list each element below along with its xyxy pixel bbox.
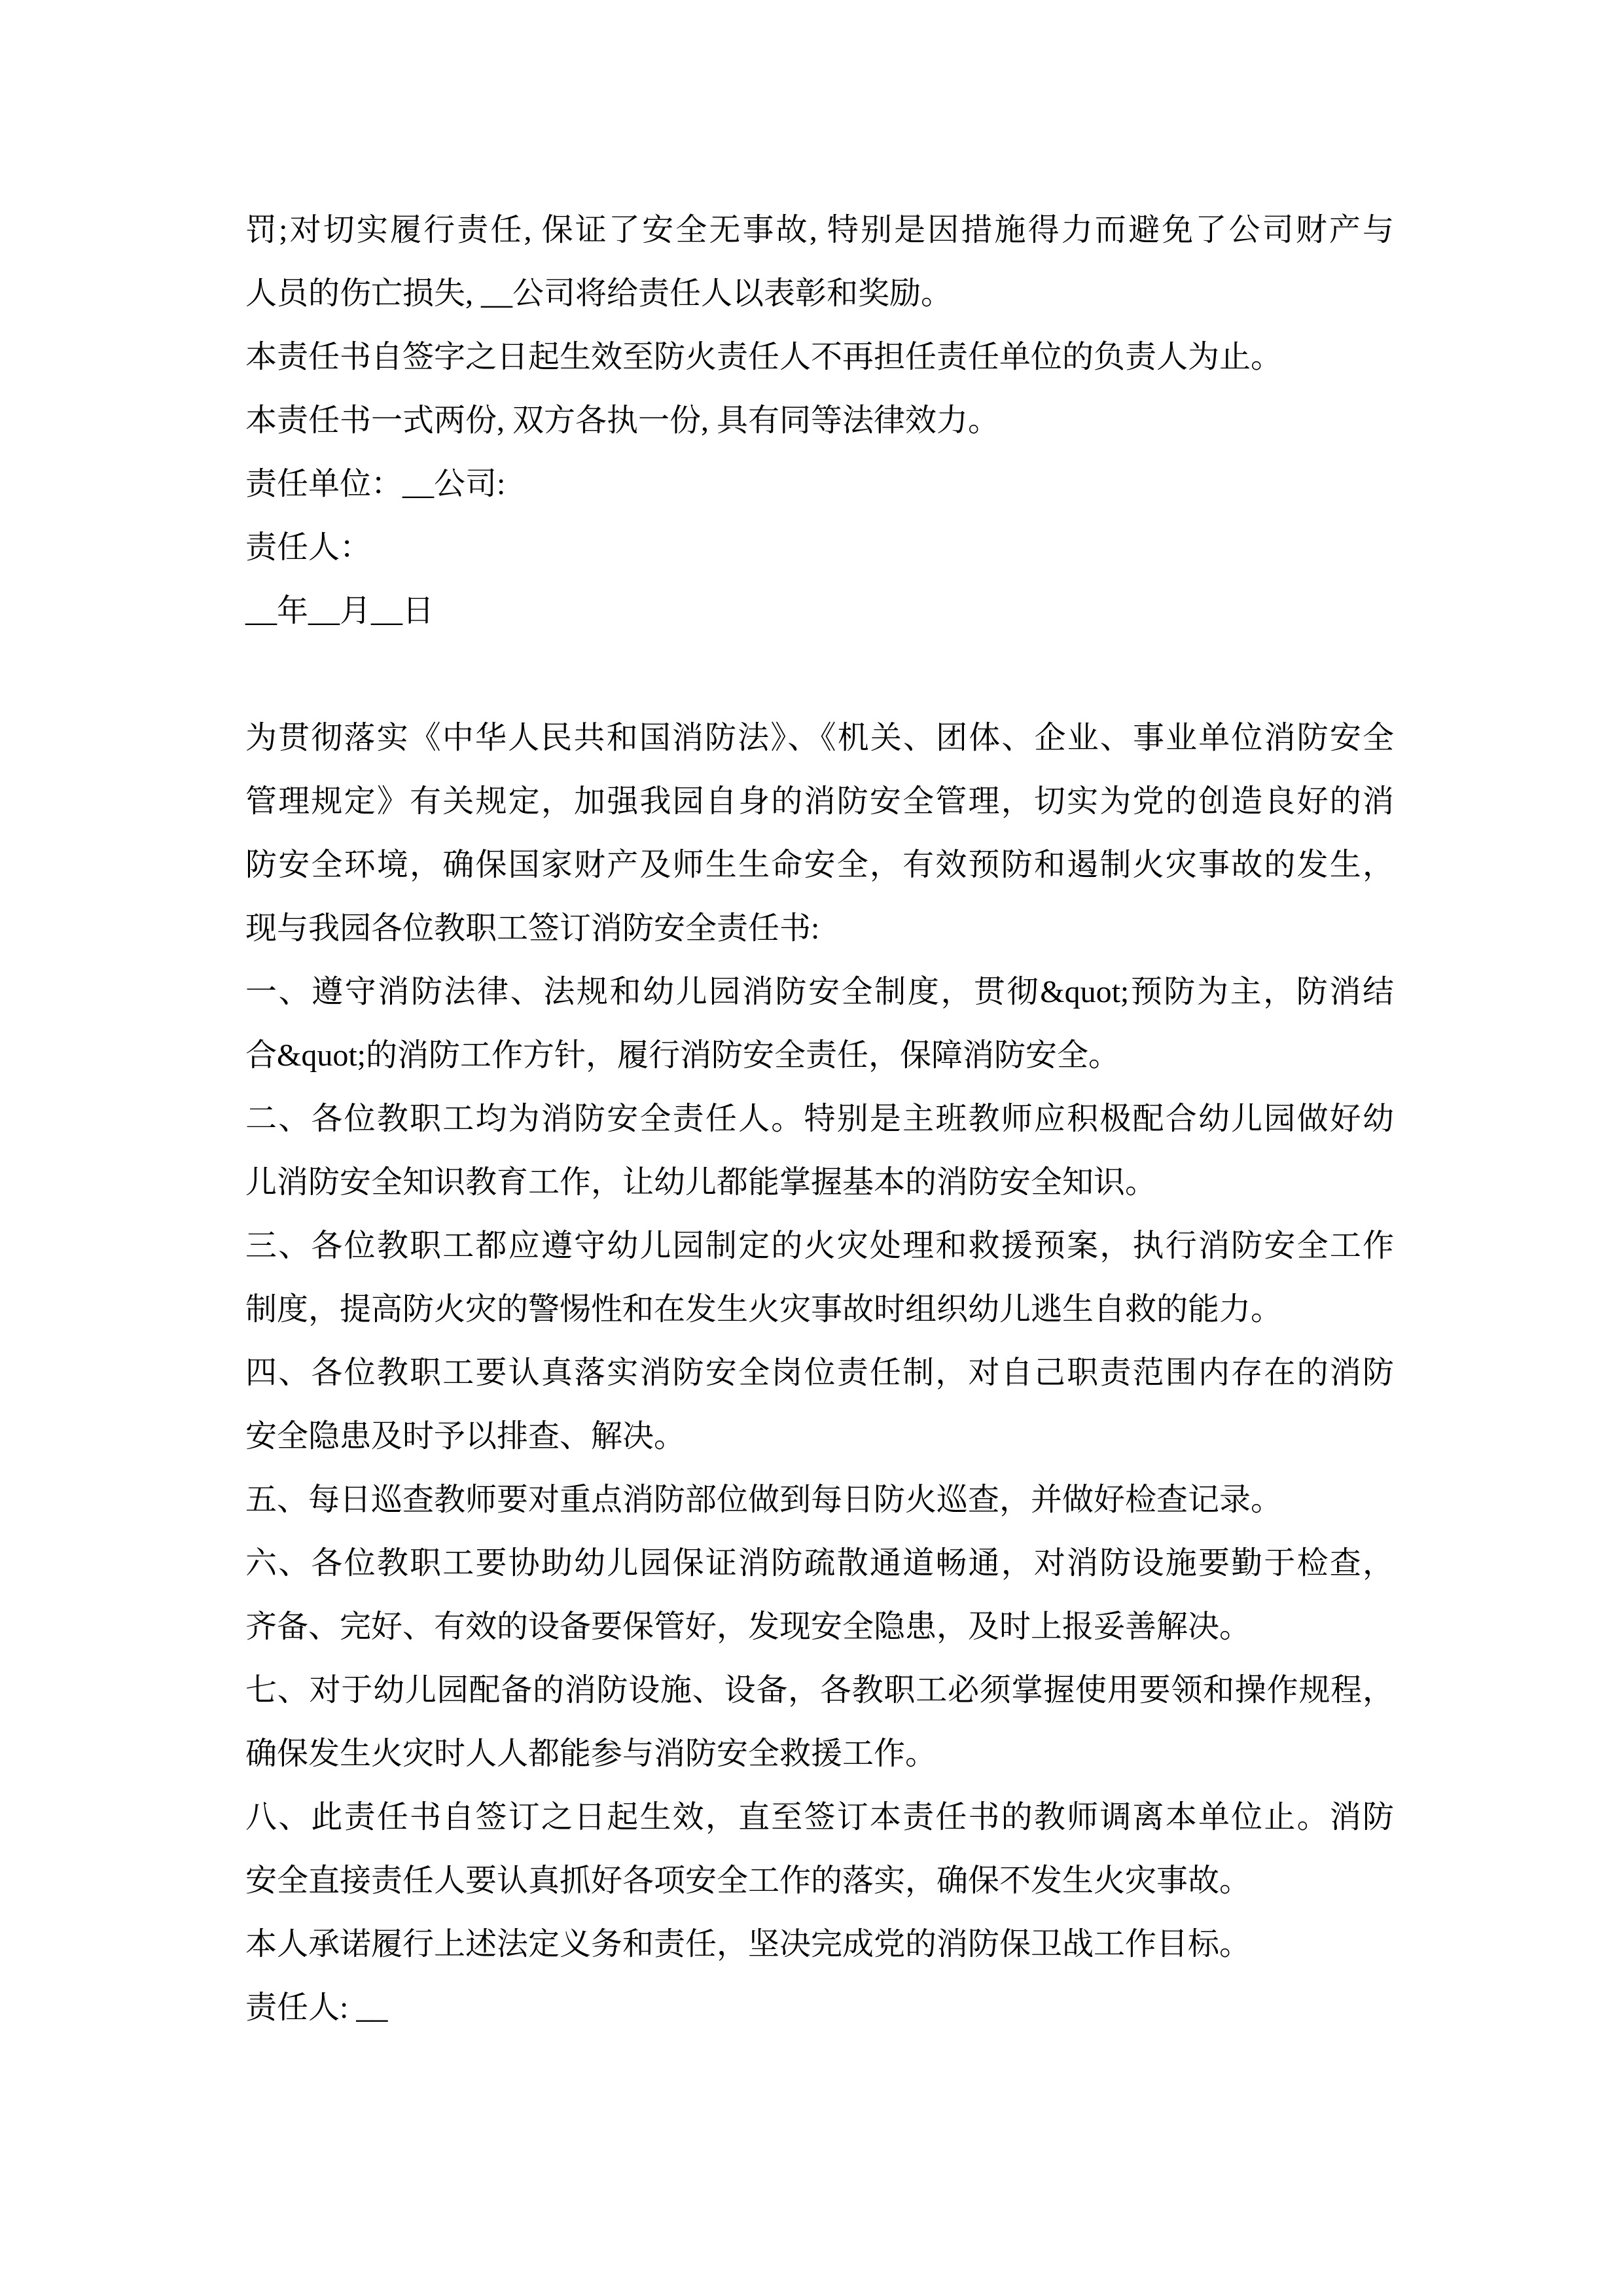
text-line: 本责任书自签字之日起生效至防火责任人不再担任责任单位的负责人为止。 [245,340,1283,374]
text-line: 合&quot;的消防工作方针，履行消防安全责任，保障消防安全。 [245,1038,1120,1073]
text-line: 为贯彻落实《中华人民共和国消防法》、《机关、团体、企业、事业单位消防安全 [245,721,1394,755]
text-line: 本责任书一式两份, 双方各执一份, 具有同等法律效力。 [245,403,1000,438]
text-line: 现与我园各位教职工签订消防安全责任书: [245,911,820,946]
text-line: 齐备、完好、有效的设备要保管好，发现安全隐患，及时上报妥善解决。 [245,1609,1251,1644]
text-line: 罚;对切实履行责任, 保证了安全无事故, 特别是因措施得力而避免了公司财产与 [245,213,1394,247]
text-line: 本人承诺履行上述法定义务和责任，坚决完成党的消防保卫战工作目标。 [245,1927,1251,1962]
text-line: 二、各位教职工均为消防安全责任人。特别是主班教师应积极配合幼儿园做好幼 [245,1102,1394,1136]
text-line: 一、遵守消防法律、法规和幼儿园消防安全制度，贯彻&quot;预防为主，防消结 [245,975,1394,1009]
text-line: 责任人： [245,530,372,565]
text-line: 确保发生火灾时人人都能参与消防安全救援工作。 [245,1736,937,1771]
text-line: 安全直接责任人要认真抓好各项安全工作的落实，确保不发生火灾事故。 [245,1863,1251,1898]
text-line: 制度，提高防火灾的警惕性和在发生火灾事故时组织幼儿逃生自救的能力。 [245,1292,1283,1327]
blank-line [245,643,1394,706]
text-line: 八、此责任书自签订之日起生效，直至签订本责任书的教师调离本单位止。消防 [245,1800,1394,1835]
text-line: 责任单位：__公司: [245,467,506,501]
text-line: 责任人: __ [245,1990,388,2025]
text-line: 七、对于幼儿园配备的消防设施、设备，各教职工必须掌握使用要领和操作规程， [245,1673,1394,1708]
text-line: 人员的伤亡损失, __公司将给责任人以表彰和奖励。 [245,276,953,311]
text-line: 防安全环境，确保国家财产及师生生命安全，有效预防和遏制火灾事故的发生， [245,848,1394,882]
text-line: 安全隐患及时予以排查、解决。 [245,1419,686,1454]
text-line: 儿消防安全知识教育工作，让幼儿都能掌握基本的消防安全知识。 [245,1165,1157,1200]
text-line: 管理规定》有关规定，加强我园自身的消防安全管理，切实为党的创造良好的消 [245,784,1394,819]
text-line: 三、各位教职工都应遵守幼儿园制定的火灾处理和救援预案，执行消防安全工作 [245,1229,1394,1263]
document-text-block [245,198,1394,2039]
text-line: 六、各位教职工要协助幼儿园保证消防疏散通道畅通，对消防设施要勤于检查， [245,1546,1394,1581]
text-line: __年__月__日 [245,594,435,628]
text-line: 五、每日巡查教师要对重点消防部位做到每日防火巡查，并做好检查记录。 [245,1482,1283,1517]
text-line: 四、各位教职工要认真落实消防安全岗位责任制，对自己职责范围内存在的消防 [245,1355,1394,1390]
